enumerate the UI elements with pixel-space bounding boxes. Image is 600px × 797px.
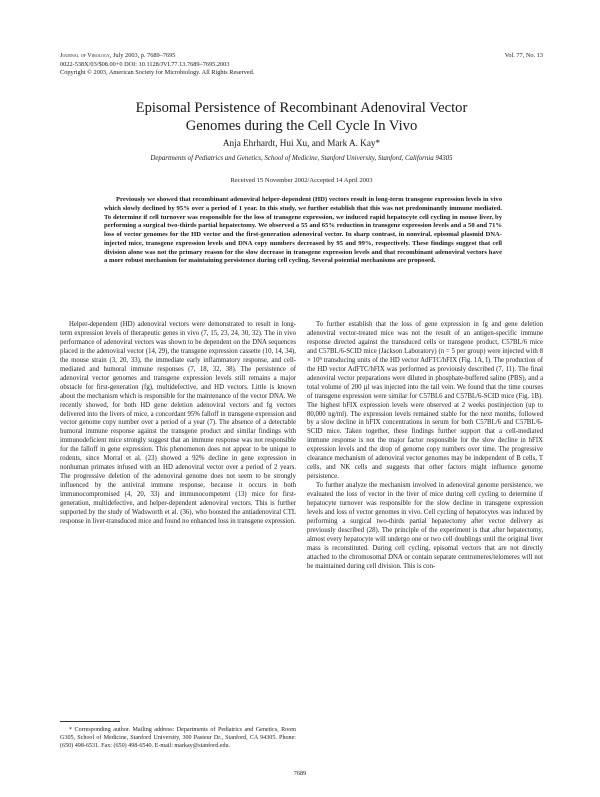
article-authors: Anja Ehrhardt, Hui Xu, and Mark A. Kay*: [222, 138, 381, 148]
article-received-dates: Received 15 November 2002/Accepted 14 April 2003: [230, 177, 373, 184]
article-title-line-1: Episomal Persistence of Recombinant Adenoviral Vector: [135, 100, 468, 116]
article-abstract: Previously we showed that recombinant adenoviral helper-dependent (HD) vectors result in long-term transgene expression levels in vivo which slowly declined by 95% over a period of 1 year. In this study, we further establish that this was not predominantly immune mediated. To determine if cell turnover was responsible for the loss of transgene expression, we induced rapid hepatocyte cell cycling in mouse liver, by performing a surgical two-thirds partial hepatectomy. We observed a 55 and 65% reduction in transgene expression levels and a 50 and 71% loss of vector genomes for the HD vector and the first-generation adenoviral vector. In sharp contrast, in nonviral, episomal plasmid DNA-injected mice, transgene expression levels and DNA copy numbers decreased by 95 and 99%, respectively. These findings suggest that cell division alone was not the primary reason for the slow decrease in transgene expression levels and that recombinant adenoviral vectors have a more robust mechanism for maintaining persistence during cell cycling. Several potential mechanisms are proposed.: [104, 196, 502, 265]
journal-copyright: Copyright © 2003, American Society for Microbiology. All Rights Reserved.: [60, 69, 255, 77]
body-column-left: [60, 321, 296, 527]
journal-header: [60, 52, 390, 78]
body-paragraph: To further establish that the loss of gene expression in fg and gene deletion adenoviral vector-treated mice was not the result of an antigen-specific immune response directed against the transduced cells or transgene product, C57BL/6 mice and C57BL/6-SCID mice (Jackson Laboratory) (n = 5 per group) were injected with 8 × 10⁹ transducing units of the HD vector AdFTC/hFIX (Fig. 1A, I). The production of the HD vector AdFTC/hFIX was performed as previously described (7, 11). The final adenoviral vector preparations were diluted in phosphate-buffered saline (PBS), and a total volume of 200 µl was injected into the tail vein. We found that the time courses of transgene expression were similar for C57BL6 and C57BL/6-SCID mice (Fig. 1B). The highest hFIX expression levels were observed at 2 weeks postinjection (up to 80,000 ng/ml). The expression levels remained stable for the next months, followed by a slow decline in hFIX concentrations in serum for both C57BL/6 and C57BL/6-SCID mice. Taken together, these findings further support that a cell-mediated immune response is not the major factor responsible for the slow decline in hFIX expression levels and the drop of genome copy numbers over time. The progressive clearance mechanism of adenoviral vector genomes may be independent of B cells, T cells, and NK cells and suggests that other factors might influence genome persistence.: [307, 321, 543, 481]
journal-name: Journal of Virology,: [60, 52, 112, 59]
article-title: [60, 100, 543, 135]
corresponding-author-footnote: * Corresponding author. Mailing address: Departments of Pediatrics and Genetics, Room G305, School of Medicine, Stanford University, 300 Pasteur Dr., Stanford, CA 94305. Phone: (650) 498-6531. Fax: (650) 498-6540. E-mail: markay@stanford.edu.: [60, 727, 296, 750]
journal-citation: [60, 52, 390, 61]
journal-issue: July 2003, p. 7689–7695: [112, 52, 176, 59]
body-paragraph: To further analyze the mechanism involved in adenoviral genome persistence, we evaluated the loss of vector in the liver of mice during cell cycling to determine if hepatocyte turnover was responsible for the slow decline in transgene expression levels and loss of vector genomes in vivo. Cell cycling of hepatocytes was induced by performing a surgical two-thirds partial hepatectomy after vector delivery as previously described (28). The principle of the experiment is that after hepatectomy, almost every hepatocyte will undergo one or two cell doublings until the original liver mass is reconstituted. During cell cycling, episomal vectors that are not directly attached to the chromosomal DNA or contain separate centromeres/telomeres will not be maintained during cell division. This is con-: [307, 482, 543, 570]
body-paragraph: Helper-dependent (HD) adenoviral vectors were demonstrated to result in long-term expression levels of therapeutic genes in vivo (7, 15, 23, 24, 30, 32). The in vivo performance of adenoviral vectors was shown to be dependent on the DNA sequences placed in the adenoviral vector (14, 29), the transgene expression cassette (10, 14, 34), the mouse strain (3, 20, 33), the immediate early inflammatory response, and cell-mediated and humoral immune responses (7, 18, 32, 38). The persistence of adenoviral vector genomes and transgene expression levels still remains a major obstacle for first-generation (fg), multidefective, and HD vectors. Little is known about the mechanism which is responsible for the maintenance of the vector DNA. We recently showed, for both HD gene deletion adenoviral vectors and fg vectors delivered into the livers of mice, a concordant 95% falloff in transgene expression and vector genome copy number over a period of a year (7). The absence of a detectable humoral immune response against the transgene product and similar findings with immunodeficient mice strongly suggest that an immune response was not responsible for the falloff in gene expression. This phenomenon does not appear to be unique to rodents, since Morral et al. (23) showed a 92% decline in gene expression in nonhuman primates infused with an HD adenoviral vector over a period of 2 years. The progressive deletion of the adenoviral genome does not seem to be strongly influenced by the antiviral immune response, because it occurs in both immunocompromised (4, 20, 33) and immunocompetent (13) mice for first-generation, multidefective, and helper-dependent adenoviral vectors. This is further supported by the study of Wadsworth et al. (36), who boosted the antiadenoviral CTL response in liver-transduced mice and found no enhanced loss in transgene expression.: [60, 321, 296, 525]
article-title-line-2: Genomes during the Cell Cycle In Vivo: [185, 117, 418, 134]
body-column-right: [307, 321, 543, 572]
journal-volume: Vol. 77, No. 13: [504, 52, 543, 59]
journal-doi: 0022-538X/03/$08.00+0 DOI: 10.1128/JVI.77.13.7689–7695.2003: [60, 60, 230, 68]
footnote-divider: [60, 721, 120, 722]
page-number: 7689: [293, 770, 307, 777]
article-affiliation: Departments of Pediatrics and Genetics, School of Medicine, Stanford University, Stanford, California 94305: [150, 155, 453, 162]
